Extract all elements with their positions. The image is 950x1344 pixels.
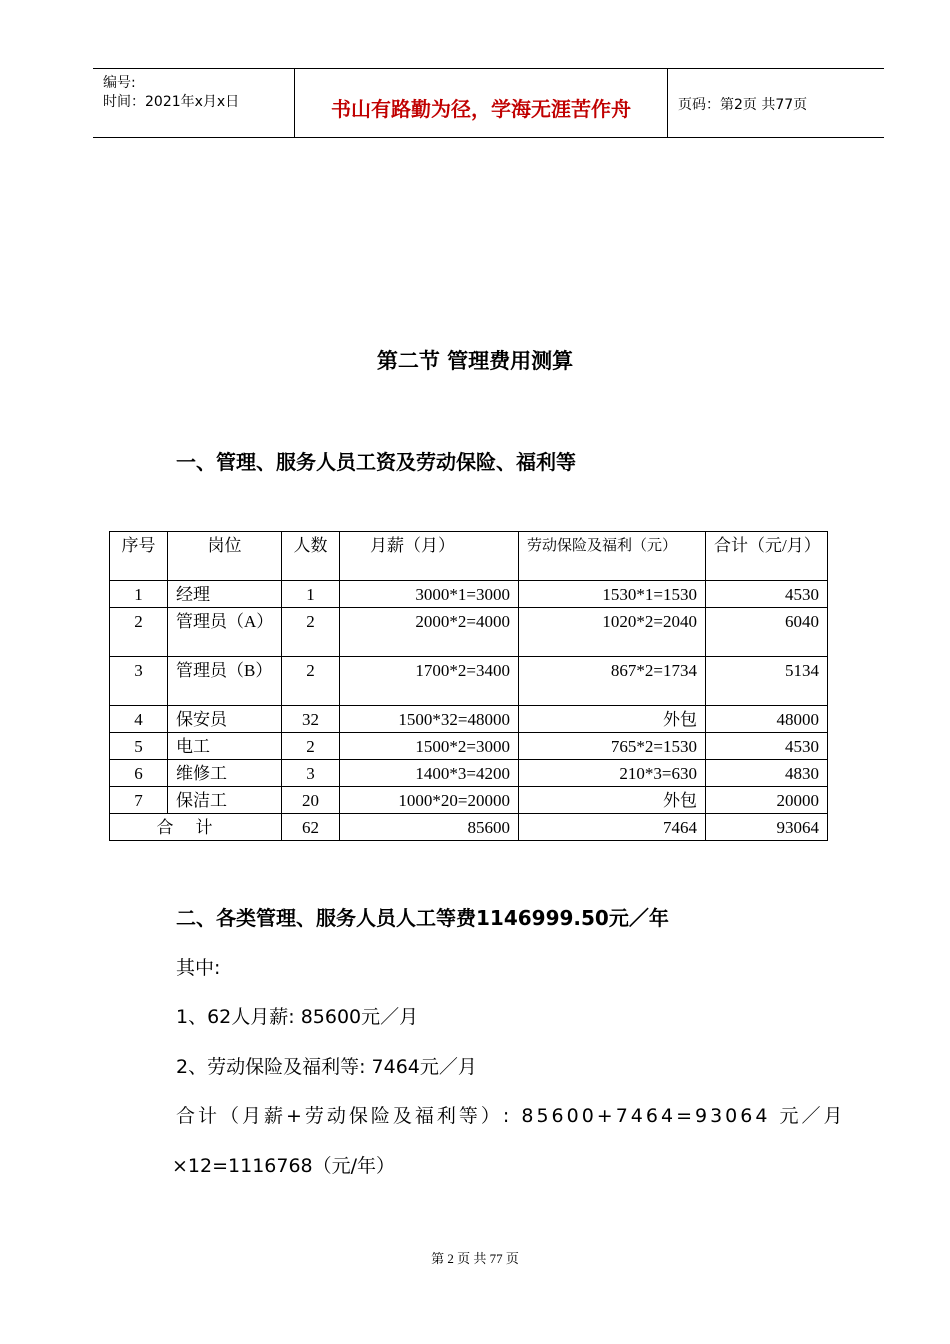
cell: 维修工 bbox=[168, 760, 282, 787]
cell: 7464 bbox=[519, 814, 706, 841]
table-row bbox=[110, 581, 828, 608]
cell: 管理员（B） bbox=[168, 657, 282, 706]
cell: 2 bbox=[282, 657, 340, 706]
paragraph: 合计（月薪+劳动保险及福利等）: 85600+7464=93064 元／月 bbox=[176, 1105, 846, 1127]
header-mid-cell bbox=[295, 69, 668, 137]
cell: 3000*1=3000 bbox=[340, 581, 519, 608]
paragraph: 2、劳动保险及福利等: 7464元／月 bbox=[176, 1056, 477, 1078]
salary-table bbox=[109, 531, 828, 841]
cell: 1000*20=20000 bbox=[340, 787, 519, 814]
cell: 1 bbox=[110, 581, 168, 608]
cell: 2 bbox=[282, 608, 340, 657]
section-2-heading: 二、各类管理、服务人员人工等费1146999.50元／年 bbox=[176, 906, 669, 930]
cell: 32 bbox=[282, 706, 340, 733]
cell: 1500*32=48000 bbox=[340, 706, 519, 733]
cell: 管理员（A） bbox=[168, 608, 282, 657]
cell: 合计 bbox=[110, 814, 282, 841]
cell: 5 bbox=[110, 733, 168, 760]
table-row bbox=[110, 608, 828, 657]
cell: 85600 bbox=[340, 814, 519, 841]
cell: 3 bbox=[110, 657, 168, 706]
cell: 765*2=1530 bbox=[519, 733, 706, 760]
cell: 62 bbox=[282, 814, 340, 841]
cell: 210*3=630 bbox=[519, 760, 706, 787]
motto: 书山有路勤为径，学海无涯苦作舟 bbox=[331, 97, 631, 121]
header-left-cell bbox=[93, 69, 295, 137]
cell: 1700*2=3400 bbox=[340, 657, 519, 706]
table-row bbox=[110, 706, 828, 733]
header-cell: 岗位 bbox=[168, 532, 282, 581]
paragraph: 其中: bbox=[176, 957, 221, 979]
table-row bbox=[110, 760, 828, 787]
cell: 7 bbox=[110, 787, 168, 814]
cell: 6 bbox=[110, 760, 168, 787]
cell: 4 bbox=[110, 706, 168, 733]
cell: 6040 bbox=[706, 608, 828, 657]
header-right-cell bbox=[668, 69, 884, 137]
cell: 3 bbox=[282, 760, 340, 787]
cell: 1530*1=1530 bbox=[519, 581, 706, 608]
cell: 867*2=1734 bbox=[519, 657, 706, 706]
time-label: 时间：2021年x月x日 bbox=[103, 94, 240, 110]
cell: 1 bbox=[282, 581, 340, 608]
paragraph: ×12=1116768（元/年） bbox=[172, 1155, 396, 1177]
header-cell: 劳动保险及福利（元） bbox=[519, 532, 706, 581]
page-title: 第二节 管理费用测算 bbox=[376, 349, 574, 373]
number-label: 编号: bbox=[103, 75, 136, 91]
page-info: 页码：第2页 共77页 bbox=[678, 97, 808, 113]
page-footer: 第 2 页 共 77 页 bbox=[431, 1251, 519, 1266]
paragraph: 1、62人月薪: 85600元／月 bbox=[176, 1006, 419, 1028]
page-header bbox=[93, 68, 884, 138]
header-cell: 合计（元/月） bbox=[706, 532, 828, 581]
header-cell: 月薪（月） bbox=[340, 532, 519, 581]
table-header-row bbox=[110, 532, 828, 581]
cell: 1400*3=4200 bbox=[340, 760, 519, 787]
cell: 经理 bbox=[168, 581, 282, 608]
cell: 4530 bbox=[706, 733, 828, 760]
header-cell: 序号 bbox=[110, 532, 168, 581]
header-cell: 人数 bbox=[282, 532, 340, 581]
cell: 20 bbox=[282, 787, 340, 814]
cell: 电工 bbox=[168, 733, 282, 760]
cell: 外包 bbox=[519, 787, 706, 814]
cell: 2 bbox=[110, 608, 168, 657]
cell: 93064 bbox=[706, 814, 828, 841]
cell: 2 bbox=[282, 733, 340, 760]
cell: 保洁工 bbox=[168, 787, 282, 814]
table-row bbox=[110, 657, 828, 706]
cell: 4530 bbox=[706, 581, 828, 608]
section-1-heading: 一、管理、服务人员工资及劳动保险、福利等 bbox=[176, 450, 576, 474]
cell: 4830 bbox=[706, 760, 828, 787]
cell: 1500*2=3000 bbox=[340, 733, 519, 760]
cell: 2000*2=4000 bbox=[340, 608, 519, 657]
table-row bbox=[110, 733, 828, 760]
table-total-row bbox=[110, 814, 828, 841]
table-row bbox=[110, 787, 828, 814]
cell: 5134 bbox=[706, 657, 828, 706]
cell: 20000 bbox=[706, 787, 828, 814]
cell: 保安员 bbox=[168, 706, 282, 733]
cell: 48000 bbox=[706, 706, 828, 733]
cell: 1020*2=2040 bbox=[519, 608, 706, 657]
cell: 外包 bbox=[519, 706, 706, 733]
